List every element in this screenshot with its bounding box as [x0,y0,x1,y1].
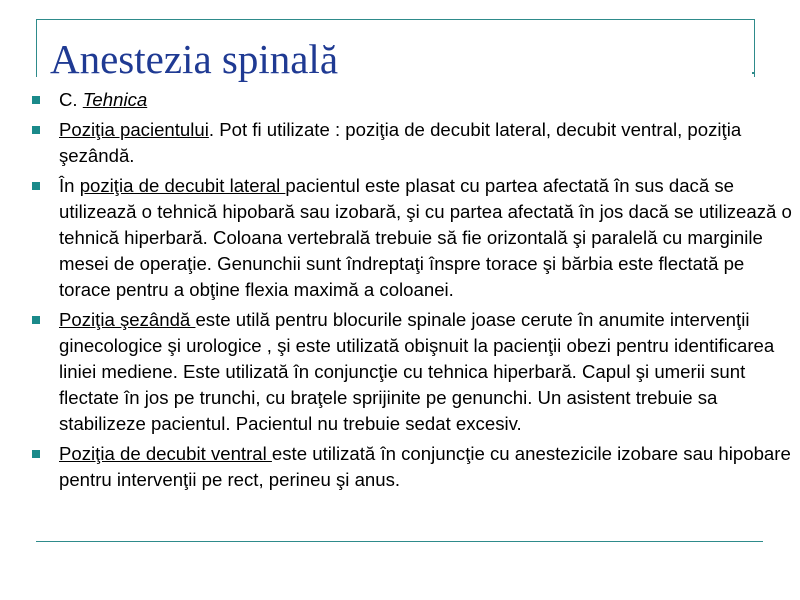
bullet-emphasis: Tehnica [82,89,148,110]
bullet-text: este utilizată în conjuncţie cu anestezicile izobare sau hipobare pentru intervenţii pe rect, perineu şi anus. [59,443,791,490]
bullet-item-sitting-position [30,307,798,437]
frame-left-line [36,19,37,77]
bullet-text: . Pot fi utilizate : poziţia de decubit lateral, decubit ventral, poziţia şezândă. [59,119,742,166]
bullet-emphasis: Poziţia de decubit ventral [59,443,272,464]
bullet-emphasis: poziţia de decubit lateral [79,175,286,196]
corner-dot [752,72,754,74]
bullet-prefix: C. [59,89,83,110]
bullet-item-patient-position [30,117,798,169]
bullet-item-ventral-decubitus [30,441,798,493]
frame-bottom-line [36,541,763,542]
square-bullet-icon [32,126,40,134]
square-bullet-icon [32,182,40,190]
square-bullet-icon [32,96,40,104]
bullet-item-technique [30,87,798,113]
bullet-emphasis: Poziţia pacientului [59,119,209,140]
frame-right-line [754,19,755,77]
bullet-prefix: În [59,175,80,196]
bullet-text: pacientul este plasat cu partea afectată în sus dacă se utilizează o tehnică hipobară sau izobară, şi cu partea afectată în jos dacă se utilizează o tehnică hiperbară. Coloana vertebrală trebuie să fie orizontală şi paralelă cu marginile mesei de operaţie. Genunchii sunt îndreptaţi înspre torace şi bărbia este flectată pe torace pentru a obţine flexia maximă a coloanei. [59,175,792,300]
bullet-item-lateral-decubitus [30,173,798,303]
bullet-text: este utilă pentru blocurile spinale joase cerute în anumite intervenţii ginecologice şi urologice , şi este utilizată obişnuit la pacienţii obezi pentru identificarea liniei mediene. Este utilizată în conjuncţie cu tehnica hiperbară. Capul şi umerii sunt flectate în jos pe trunchi, cu braţele sprijinite pe genunchi. Un asistent trebuie sa stabilizeze pacientul. Pacientul nu trebuie sedat excesiv. [59,309,775,434]
bullet-list [30,87,798,497]
square-bullet-icon [32,316,40,324]
slide-title: Anestezia spinală [50,36,339,82]
square-bullet-icon [32,450,40,458]
frame-top-line [36,19,755,20]
bullet-emphasis: Poziţia şezândă [59,309,196,330]
